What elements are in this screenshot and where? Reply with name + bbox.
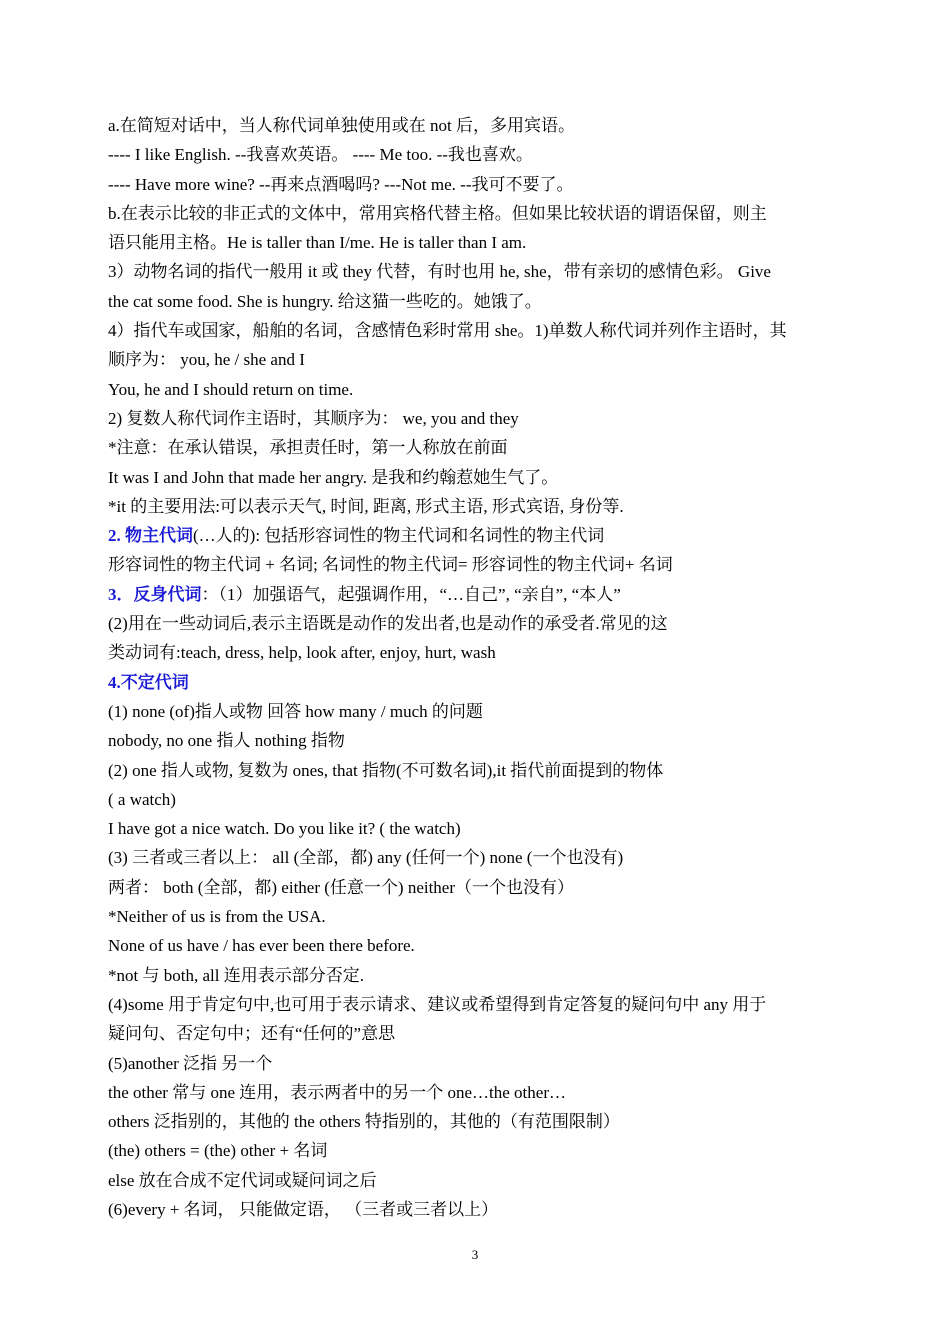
text-line: It was I and John that made her angry. 是我和约翰惹她生气了。 [108, 467, 559, 487]
text-line: 形容词性的物主代词 + 名词; 名词性的物主代词= 形容词性的物主代词+ 名词 [108, 555, 673, 575]
text-line: None of us have / has ever been there before. [108, 936, 415, 956]
text-line: else 放在合成不定代词或疑问词之后 [108, 1170, 377, 1190]
text-line: *it 的主要用法:可以表示天气, 时间, 距离, 形式主语, 形式宾语, 身份等. [108, 496, 624, 516]
text-line: (2) one 指人或物, 复数为 ones, that 指物(不可数名词),it 指代前面提到的物体 [108, 760, 664, 780]
page-body [108, 111, 848, 1224]
text-line: ---- Have more wine? --再来点酒喝吗? ---Not me. --我可不要了。 [108, 174, 574, 194]
text-line: ---- I like English. --我喜欢英语。 ---- Me too. --我也喜欢。 [108, 145, 533, 165]
possessive-heading-label: 2. 物主代词 [108, 526, 193, 546]
text-line: 2) 复数人称代词作主语时，其顺序为： we, you and they [108, 408, 519, 428]
text-line: others 泛指别的，其他的 the others 特指别的，其他的（有范围限制） [108, 1112, 620, 1132]
reflexive-heading-text: ：（1）加强语气，起强调作用，“…自己”, “亲自”, “本人” [201, 584, 621, 604]
text-line: b.在表示比较的非正式的文体中，常用宾格代替主格。但如果比较状语的谓语保留，则主 [108, 203, 767, 223]
text-line: 3）动物名词的指代一般用 it 或 they 代替，有时也用 he, she，带有亲切的感情色彩。 Give [108, 262, 771, 282]
text-line: 4）指代车或国家，船舶的名词，含感情色彩时常用 she。1)单数人称代词并列作主语时，其 [108, 321, 787, 341]
possessive-heading-text: (…人的): 包括形容词性的物主代词和名词性的物主代词 [193, 526, 605, 546]
text-line: (1) none (of)指人或物 回答 how many / much 的问题 [108, 701, 483, 721]
text-line: (the) others = (the) other + 名词 [108, 1141, 328, 1161]
text-line: (5)another 泛指 另一个 [108, 1053, 273, 1073]
section-heading-indefinite: 4.不定代词 [108, 672, 189, 692]
text-line: the other 常与 one 连用，表示两者中的另一个 one…the other… [108, 1082, 566, 1102]
text-line: *注意：在承认错误，承担责任时，第一人称放在前面 [108, 438, 508, 458]
page-number: 3 [471, 1247, 479, 1262]
text-line: 顺序为： you, he / she and I [108, 350, 305, 370]
text-line: *Neither of us is from the USA. [108, 907, 326, 927]
text-line: 两者： both (全部，都) either (任意一个) neither（一个也没有） [108, 877, 575, 897]
text-line: (3) 三者或三者以上： all (全部，都) any (任何一个) none (一个也没有) [108, 848, 624, 868]
text-line: the cat some food. She is hungry. 给这猫一些吃的。她饿了。 [108, 291, 542, 311]
section-heading-reflexive [108, 580, 848, 609]
text-line: (2)用在一些动词后,表示主语既是动作的发出者,也是动作的承受者.常见的这 [108, 614, 668, 634]
reflexive-heading-label: 3．反身代词 [108, 584, 202, 604]
text-line: You, he and I should return on time. [108, 379, 354, 399]
text-line: 类动词有:teach, dress, help, look after, enjoy, hurt, wash [108, 643, 496, 663]
text-line: *not 与 both, all 连用表示部分否定. [108, 965, 364, 985]
text-line: 语只能用主格。He is taller than I/me. He is taller than I am. [108, 233, 527, 253]
section-heading-possessive [108, 521, 848, 550]
text-line: a.在简短对话中，当人称代词单独使用或在 not 后，多用宾语。 [108, 116, 576, 135]
text-line: 疑问句、否定句中；还有“任何的”意思 [108, 1024, 396, 1044]
text-line: (4)some 用于肯定句中,也可用于表示请求、建议或希望得到肯定答复的疑问句中 any 用于 [108, 994, 767, 1014]
text-line: ( a watch) [108, 789, 176, 809]
text-line: I have got a nice watch. Do you like it? ( the watch) [108, 819, 461, 839]
text-line: nobody, no one 指人 nothing 指物 [108, 731, 345, 751]
text-line: (6)every + 名词， 只能做定语， （三者或三者以上） [108, 1199, 499, 1219]
